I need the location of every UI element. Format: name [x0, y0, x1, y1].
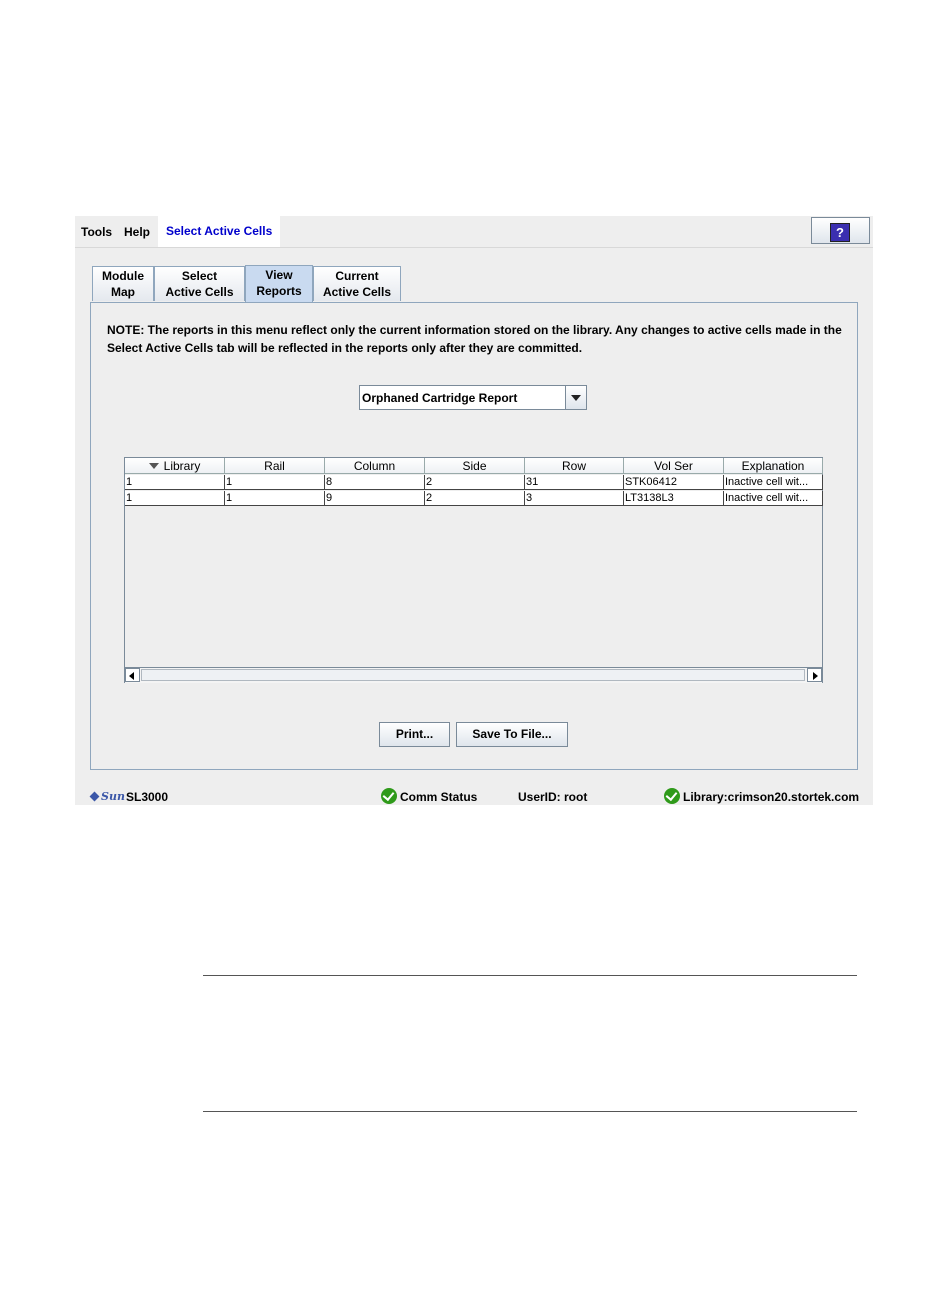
report-select[interactable]	[359, 385, 587, 410]
chevron-down-icon	[571, 395, 581, 401]
tab-label-line1: View	[265, 268, 293, 282]
print-button[interactable]: Print...	[379, 722, 450, 747]
sun-logo-icon	[90, 792, 100, 802]
library-ok-icon	[664, 788, 680, 804]
report-table	[124, 457, 823, 683]
divider	[203, 975, 857, 976]
column-header-label: Library	[163, 459, 201, 473]
table-header	[125, 458, 823, 474]
tab-label-line2: Active Cells	[165, 285, 234, 299]
dropdown-button[interactable]	[565, 386, 586, 409]
table-cell: 9	[325, 491, 425, 506]
column-header-vol-ser[interactable]: Vol Ser	[624, 458, 724, 474]
table-cell: 1	[225, 475, 325, 490]
app-window	[75, 216, 873, 805]
tab-label-line1: Current	[335, 269, 379, 283]
tab-select-active-cells[interactable]	[154, 266, 245, 301]
library-status: Library:crimson20.stortek.com	[683, 790, 860, 804]
status-bar	[75, 785, 873, 805]
table-cell: Inactive cell wit...	[724, 475, 823, 490]
table-cell: 8	[325, 475, 425, 490]
table-cell: 1	[125, 475, 225, 490]
tab-view-reports[interactable]	[245, 265, 313, 302]
tab-label-line2: Reports	[256, 284, 302, 298]
report-select-value: Orphaned Cartridge Report	[362, 391, 518, 405]
product-name: SL3000	[126, 790, 169, 804]
scroll-thumb[interactable]	[141, 669, 805, 681]
divider	[203, 1111, 857, 1112]
help-icon: ?	[830, 223, 850, 242]
tab-label-line1: Select	[181, 269, 218, 283]
sun-logo	[91, 789, 123, 803]
sort-descending-icon	[149, 463, 159, 469]
user-id: UserID: root	[518, 790, 588, 804]
reports-panel	[90, 302, 858, 770]
table-cell: 1	[225, 491, 325, 506]
comm-status: Comm Status	[400, 790, 478, 804]
table-row[interactable]	[125, 491, 823, 506]
arrow-left-icon	[129, 672, 134, 680]
table-cell: Inactive cell wit...	[724, 491, 823, 506]
table-cell: LT3138L3	[624, 491, 724, 506]
table-cell: 2	[425, 491, 525, 506]
column-header-column[interactable]: Column	[325, 458, 425, 474]
tab-module-map[interactable]	[92, 266, 154, 301]
table-cell: STK06412	[624, 475, 724, 490]
table-cell: 1	[125, 491, 225, 506]
horizontal-scrollbar[interactable]	[125, 667, 822, 683]
scroll-left-button[interactable]	[125, 668, 140, 682]
table-cell: 3	[525, 491, 624, 506]
table-cell: 31	[525, 475, 624, 490]
menu-select-active-cells[interactable]: Select Active Cells	[158, 216, 280, 247]
menu-help[interactable]: Help	[124, 225, 151, 239]
column-header-rail[interactable]: Rail	[225, 458, 325, 474]
sun-logo-text: Sun	[101, 790, 125, 803]
tab-current-active-cells[interactable]	[313, 266, 401, 301]
column-header-row[interactable]: Row	[525, 458, 624, 474]
arrow-right-icon	[813, 672, 818, 680]
comm-status-ok-icon	[381, 788, 397, 804]
table-cell: 2	[425, 475, 525, 490]
menu-bar	[75, 216, 873, 248]
save-to-file-button[interactable]: Save To File...	[456, 722, 568, 747]
menu-tools[interactable]: Tools	[81, 225, 113, 239]
table-row[interactable]	[125, 475, 823, 490]
tab-label-line1: Module	[102, 269, 144, 283]
scroll-right-button[interactable]	[807, 668, 822, 682]
column-header-side[interactable]: Side	[425, 458, 525, 474]
tab-label-line2: Map	[111, 285, 135, 299]
tab-label-line2: Active Cells	[322, 285, 392, 299]
note-text: NOTE: The reports in this menu reflect only the current information stored on the library. Any changes to active cells made in the Select Active Cells tab will be reflected in the reports only after they are committed.	[107, 323, 842, 355]
column-header-library[interactable]	[125, 458, 225, 474]
column-header-explanation[interactable]: Explanation	[724, 458, 823, 474]
help-button[interactable]	[811, 217, 870, 244]
